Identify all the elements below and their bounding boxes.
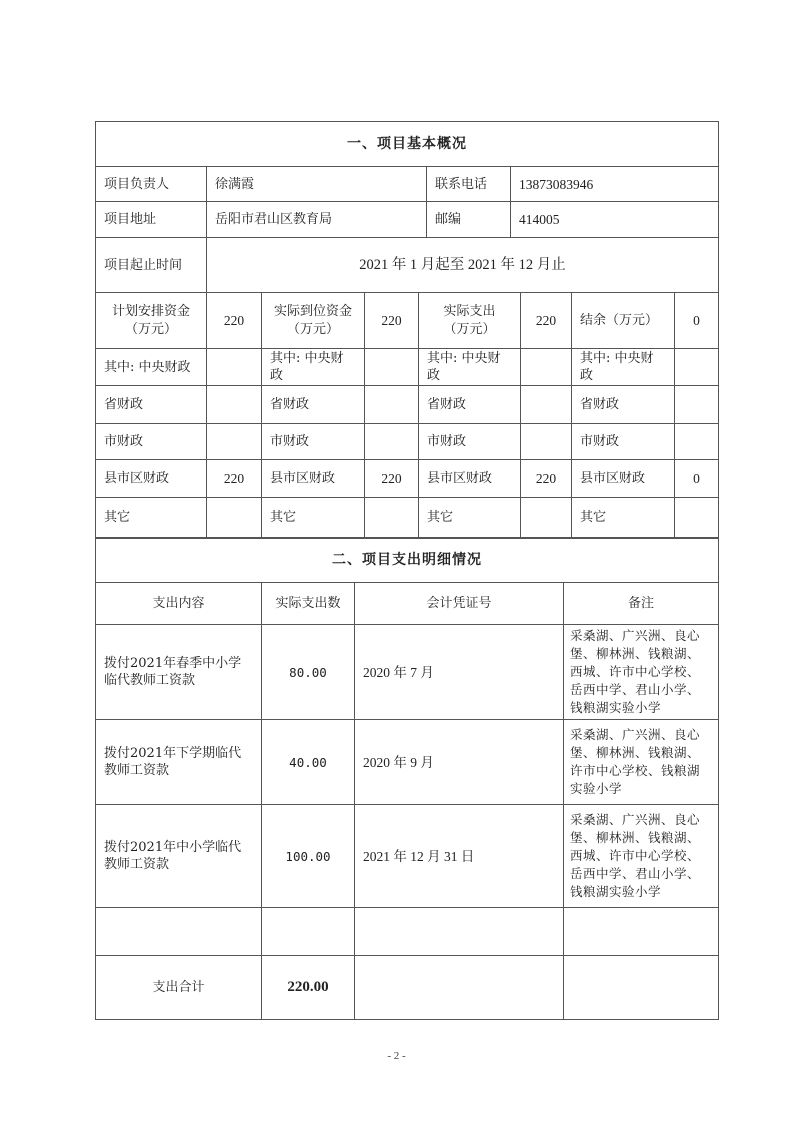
expenditure-voucher: 2021 年 12 月 31 日: [355, 805, 564, 907]
planned-funds-label-text: 计划安排资金（万元）: [111, 303, 190, 337]
funds-source-rows: [95, 349, 719, 538]
period-row: [95, 238, 719, 292]
actual-received-label-text: 实际到位资金（万元）: [273, 303, 352, 337]
col-amount-header: 实际支出数: [262, 583, 355, 624]
phone-label: 联系电话: [427, 167, 511, 201]
actual-received-label: [262, 293, 365, 348]
planned-funds-value: 220: [207, 293, 262, 348]
address-label: 项目地址: [96, 202, 207, 237]
funds-source-label: 其中: 中央财政: [262, 349, 365, 385]
balance-value: 0: [693, 313, 700, 328]
funds-source-row: [95, 460, 719, 498]
leader-label: 项目负责人: [96, 167, 207, 201]
leader-row: [95, 167, 719, 202]
funds-source-value: [365, 349, 419, 385]
funds-source-label: 省财政: [262, 386, 365, 423]
expenditure-content: 拨付2021年春季中小学临代教师工资款: [96, 625, 262, 719]
funds-source-label: 其它: [96, 498, 207, 537]
expenditure-remark: 采桑湖、广兴洲、良心堡、柳林洲、钱粮湖、西城、许市中心学校、岳西中学、君山小学、钱粮湖实验小学: [570, 812, 701, 899]
section2-title: 二、项目支出明细情况: [332, 552, 482, 568]
funds-source-label: 其中: 中央财政: [96, 349, 207, 385]
funds-source-value: [207, 498, 262, 537]
funds-source-value: [675, 424, 718, 459]
funds-source-label: 其中: 中央财政: [419, 349, 521, 385]
funds-source-row: [95, 498, 719, 538]
funds-source-label: 其中: 中央财政: [572, 349, 675, 385]
funds-source-label: 县市区财政: [262, 460, 365, 497]
col-remark-header: 备注: [627, 596, 654, 611]
funds-source-value: [675, 349, 718, 385]
funds-source-label: 市财政: [572, 424, 675, 459]
postcode-value: 414005: [519, 212, 560, 227]
actual-spent-value: 220: [521, 293, 572, 348]
funds-grid: [95, 292, 719, 538]
funds-source-label: 县市区财政: [419, 460, 521, 497]
expenditure-header-row: [95, 583, 719, 625]
section2-title-row: [95, 538, 719, 583]
empty-cell: [564, 908, 718, 955]
total-label: 支出合计: [96, 956, 262, 1019]
section1-title-row: [95, 121, 719, 167]
funds-source-label: 市财政: [262, 424, 365, 459]
expenditure-remark: 采桑湖、广兴洲、良心堡、柳林洲、钱粮湖、西城、许市中心学校、岳西中学、君山小学、钱粮湖实验小学: [570, 628, 701, 715]
postcode-label: 邮编: [427, 202, 511, 237]
funds-source-label: 市财政: [419, 424, 521, 459]
expenditure-section: [95, 538, 719, 1020]
page-number: - 2 -: [387, 1050, 406, 1062]
expenditure-content: 拨付2021年中小学临代教师工资款: [96, 805, 262, 907]
address-row: [95, 202, 719, 238]
funds-source-value: [365, 386, 419, 423]
funds-source-value: 0: [693, 471, 700, 486]
funds-source-value: [521, 386, 572, 423]
funds-source-value: [207, 386, 262, 423]
expenditure-row: [95, 805, 719, 908]
expenditure-remark: 采桑湖、广兴洲、良心堡、柳林洲、钱粮湖、许市中心学校、钱粮湖实验小学: [570, 727, 701, 796]
funds-source-label: 省财政: [572, 386, 675, 423]
funds-source-label: 其它: [572, 498, 675, 537]
empty-cell: [262, 908, 355, 955]
expenditure-amount: 40.00: [262, 720, 355, 804]
funds-source-label: 县市区财政: [572, 460, 675, 497]
project-overview-table: [95, 121, 719, 292]
funds-source-value: [365, 424, 419, 459]
expenditure-content: 拨付2021年下学期临代教师工资款: [96, 720, 262, 804]
funds-source-value: 220: [207, 460, 262, 497]
address-value: 岳阳市君山区教育局: [207, 202, 427, 237]
funds-source-label: 省财政: [96, 386, 207, 423]
leader-value: 徐满霞: [207, 167, 427, 201]
empty-cell: [564, 956, 718, 1019]
planned-funds-label: [96, 293, 207, 348]
expenditure-voucher: 2020 年 9 月: [355, 720, 564, 804]
funds-source-value: 220: [521, 460, 572, 497]
actual-received-value: 220: [365, 293, 419, 348]
expenditure-row: [95, 720, 719, 805]
period-value: 2021 年 1 月起至 2021 年 12 月止: [359, 256, 566, 273]
funds-header-row: [95, 292, 719, 349]
funds-source-label: 其它: [262, 498, 365, 537]
expenditure-amount: 100.00: [262, 805, 355, 907]
funds-source-label: 省财政: [419, 386, 521, 423]
phone-value: 13873083946: [519, 176, 594, 192]
funds-source-label: 其它: [419, 498, 521, 537]
funds-source-row: [95, 386, 719, 424]
empty-row: [95, 908, 719, 956]
actual-spent-label-text: 实际支出（万元）: [443, 303, 496, 337]
funds-source-value: [675, 386, 718, 423]
funds-source-value: [365, 498, 419, 537]
balance-label: 结余（万元）: [572, 293, 675, 348]
funds-source-value: [521, 424, 572, 459]
expenditure-row: [95, 625, 719, 720]
expenditure-voucher: 2020 年 7 月: [355, 625, 564, 719]
empty-cell: [355, 908, 564, 955]
total-value: 220.00: [262, 956, 355, 1019]
funds-source-label: 市财政: [96, 424, 207, 459]
funds-source-value: [675, 498, 718, 537]
empty-cell: [96, 908, 262, 955]
total-row: [95, 956, 719, 1020]
funds-source-value: [521, 498, 572, 537]
col-content-header: 支出内容: [96, 583, 262, 624]
expenditure-rows: [95, 625, 719, 908]
actual-spent-label: [419, 293, 521, 348]
expenditure-amount: 80.00: [262, 625, 355, 719]
period-label: 项目起止时间: [96, 238, 207, 292]
funds-source-value: [207, 349, 262, 385]
funds-source-label: 县市区财政: [96, 460, 207, 497]
funds-source-value: [521, 349, 572, 385]
funds-source-value: 220: [365, 460, 419, 497]
empty-cell: [355, 956, 564, 1019]
funds-source-value: [207, 424, 262, 459]
section1-title: 一、项目基本概况: [347, 135, 467, 152]
funds-source-row: [95, 424, 719, 460]
funds-source-row: [95, 349, 719, 386]
col-voucher-header: 会计凭证号: [355, 583, 564, 624]
